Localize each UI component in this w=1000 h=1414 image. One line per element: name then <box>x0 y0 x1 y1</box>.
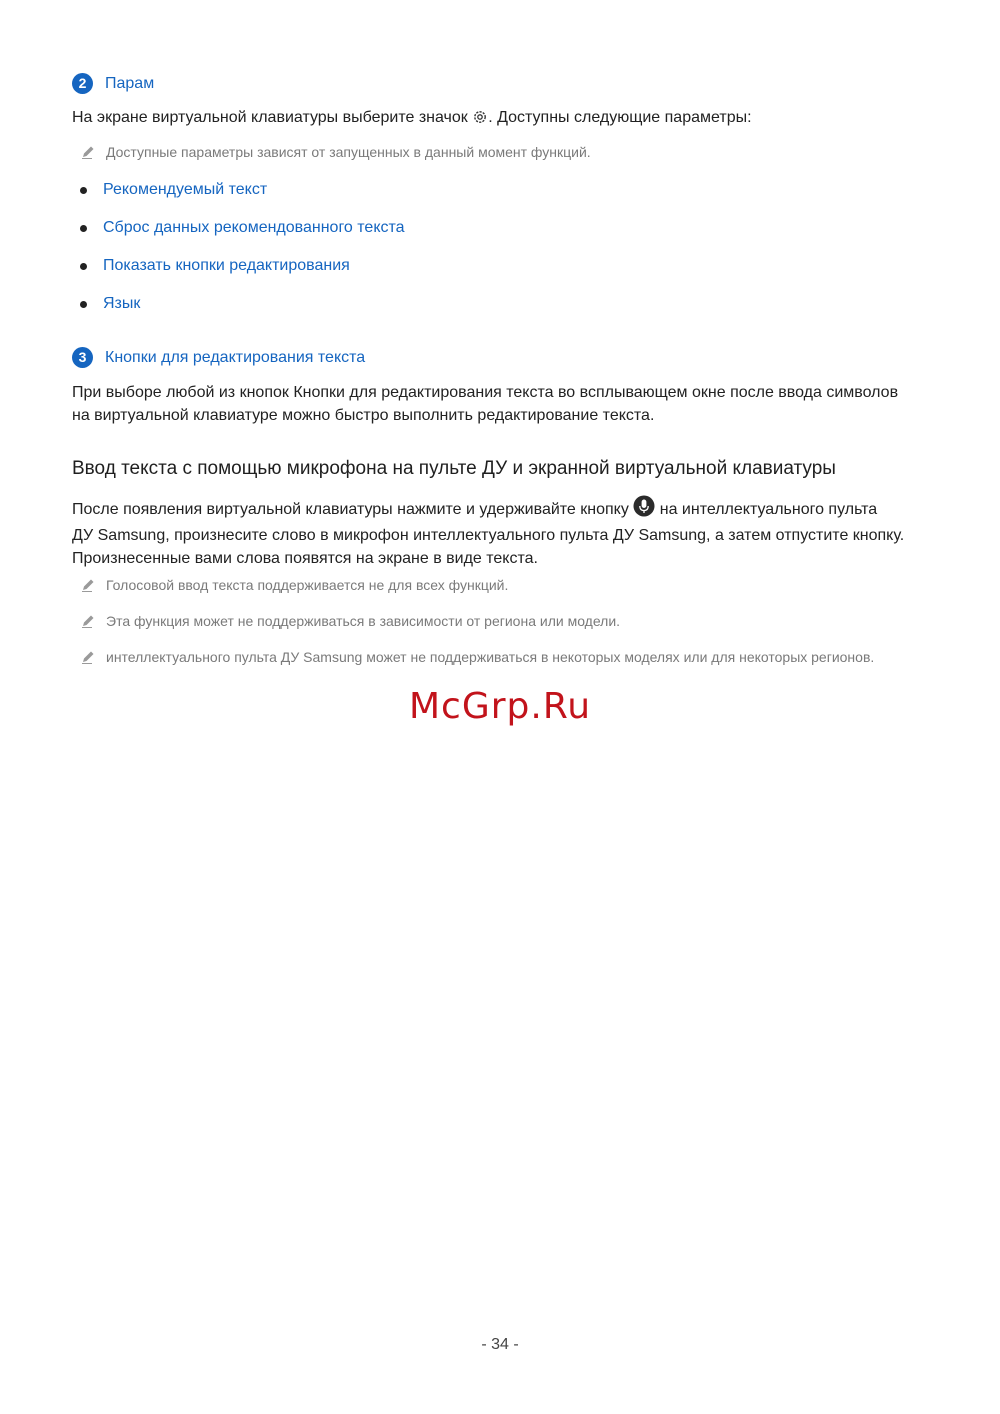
list-item[interactable] <box>80 295 140 313</box>
voice-section-heading: Ввод текста с помощью микрофона на пульте ДУ и экранной виртуальной клавиатуры <box>72 458 836 479</box>
note-text: Доступные параметры зависят от запущенных в данный момент функций. <box>106 144 591 160</box>
bullet-dot <box>80 187 87 194</box>
note-text: Голосовой ввод текста поддерживается не для всех функций. <box>106 577 509 593</box>
pencil-icon <box>80 613 96 629</box>
list-item-label[interactable]: Сброс данных рекомендованного текста <box>103 219 405 236</box>
list-item[interactable] <box>80 219 405 237</box>
note <box>80 144 591 160</box>
note-text: интеллектуального пульта ДУ Samsung может не поддерживаться в некоторых моделях или для некоторых регионов. <box>106 649 875 665</box>
page-number: - 34 - <box>481 1336 519 1353</box>
list-item-label[interactable]: Показать кнопки редактирования <box>103 257 350 274</box>
note-text: Эта функция может не поддерживаться в зависимости от региона или модели. <box>106 613 621 629</box>
voice-description: После появления виртуальной клавиатуры нажмите и удерживайте кнопку на интеллектуального пульта ДУ Samsung, произнесите слово в микрофон интеллектуального пульта ДУ Samsung, а затем отпустите кнопку. Произнесенные вами слова появятся на экране в виде текста. <box>72 495 942 570</box>
list-item[interactable] <box>80 257 350 275</box>
section-heading-params <box>72 73 154 94</box>
note <box>80 613 620 629</box>
section-title: Парам <box>105 74 155 92</box>
note <box>80 577 508 593</box>
step-number-badge: 3 <box>72 347 93 368</box>
section-heading-edit-buttons <box>72 347 365 368</box>
bullet-dot <box>80 263 87 270</box>
step-number-badge: 2 <box>72 73 93 94</box>
microphone-icon <box>633 495 655 524</box>
pencil-icon <box>80 577 96 593</box>
bullet-dot <box>80 301 87 308</box>
params-intro: На экране виртуальной клавиатуры выберите значок . Доступны следующие параметры: <box>72 106 942 132</box>
pencil-icon <box>80 649 96 665</box>
list-item[interactable] <box>80 181 267 199</box>
edit-buttons-description: При выборе любой из кнопок Кнопки для редактирования текста во всплывающем окне после ввода символов на виртуальной клавиатуре можно быстро выполнить редактирование текста. <box>72 384 899 424</box>
list-item-label[interactable]: Рекомендуемый текст <box>103 181 268 198</box>
gear-icon <box>472 109 488 132</box>
section-title: Кнопки для редактирования текста <box>105 348 366 366</box>
note <box>80 649 874 665</box>
bullet-dot <box>80 225 87 232</box>
watermark: McGrp.Ru <box>408 686 592 727</box>
list-item-label[interactable]: Язык <box>103 295 141 312</box>
pencil-icon <box>80 144 96 160</box>
